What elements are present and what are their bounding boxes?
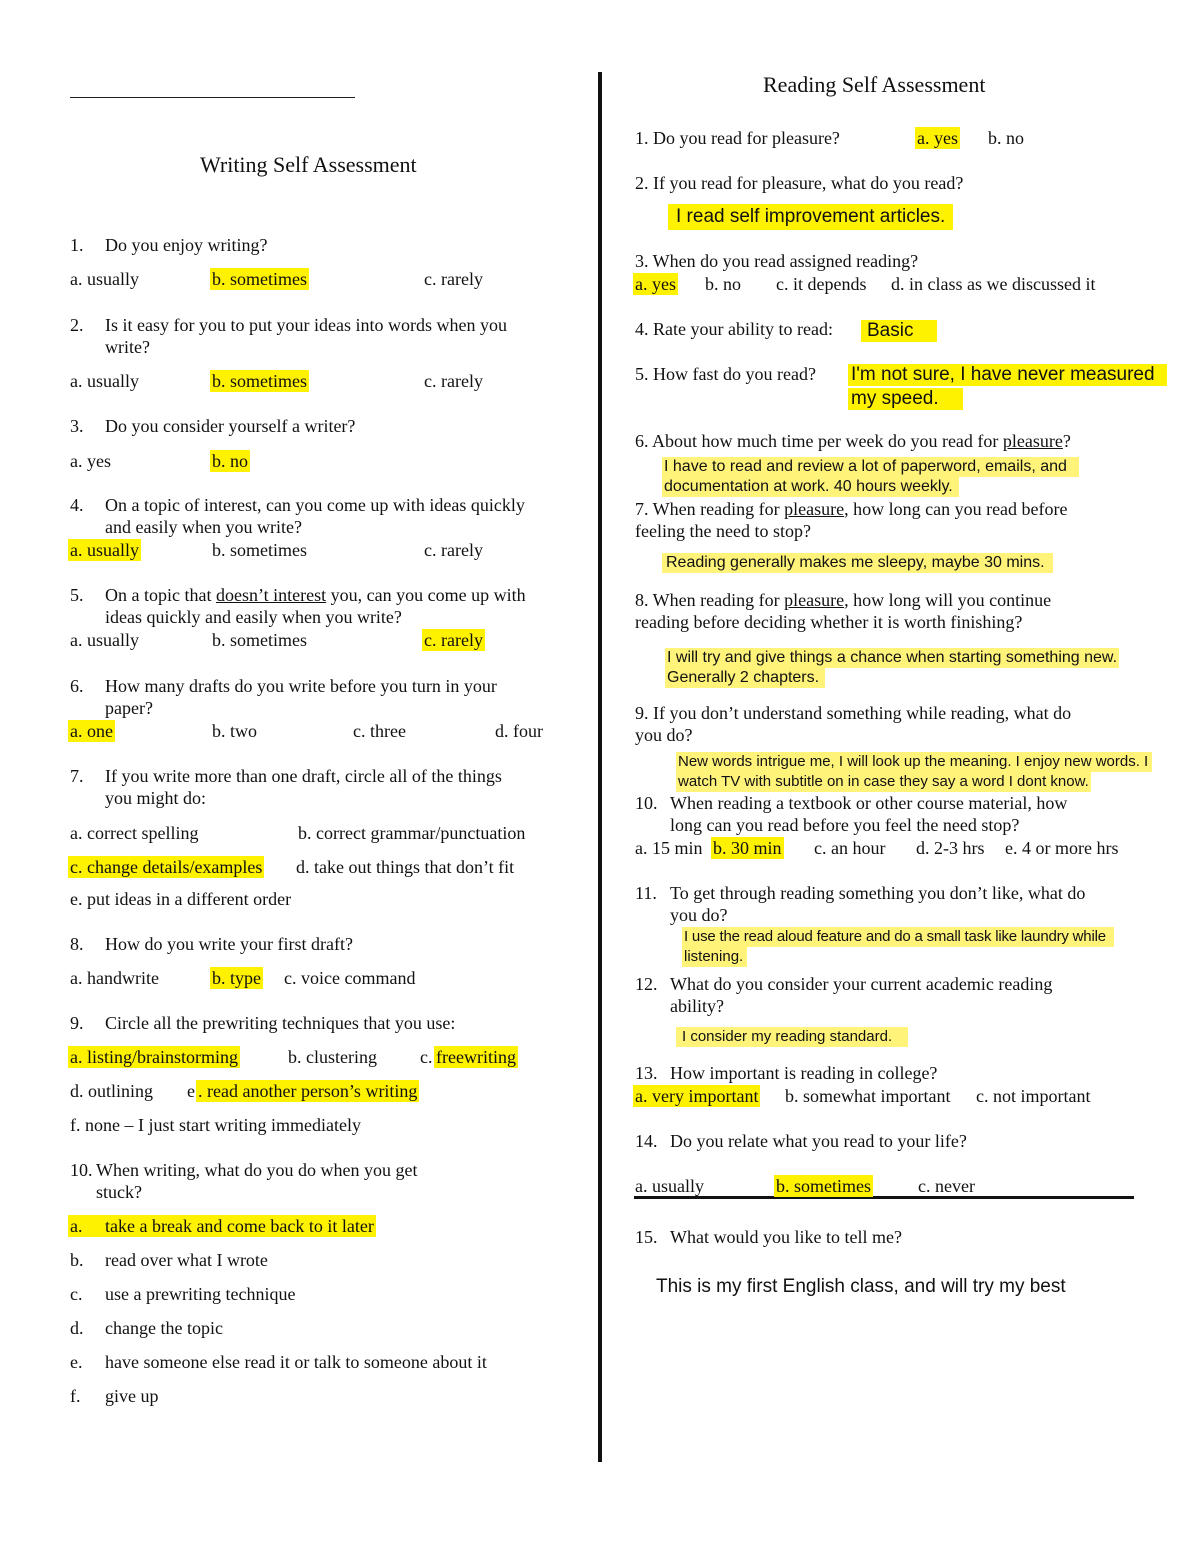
- r-q11-answer-line1: I use the read aloud feature and do a small task like laundry while: [682, 927, 1114, 947]
- w-q6-text2: paper?: [105, 698, 153, 718]
- w-q7-text2: you might do:: [105, 788, 207, 808]
- r-q1-text: 1. Do you read for pleasure?: [635, 128, 840, 148]
- r-q12-text2: ability?: [670, 996, 724, 1016]
- w-q4-num: 4.: [70, 495, 84, 515]
- w-q6-opt-b[interactable]: b. two: [212, 721, 257, 741]
- r-q4-answer: Basic: [861, 320, 937, 342]
- w-q5-text2: ideas quickly and easily when you write?: [105, 607, 402, 627]
- r-q15-answer: This is my first English class, and will try my best: [656, 1276, 1066, 1297]
- r-q11-num: 11.: [635, 883, 657, 903]
- w-q10-num: 10.: [70, 1160, 93, 1180]
- w-q10-opt-e[interactable]: [70, 1351, 487, 1373]
- name-line: [70, 97, 355, 98]
- r-q2-answer: I read self improvement articles.: [668, 204, 953, 230]
- r-q3-opt-a[interactable]: a. yes: [635, 274, 676, 294]
- w-q5-underline: doesn’t interest: [215, 585, 327, 605]
- w-q7-opt-b[interactable]: b. correct grammar/punctuation: [298, 823, 526, 843]
- r-q7-post: , how long can you read before: [844, 499, 1068, 519]
- r-q6-answer-line1: I have to read and review a lot of paperword, emails, and: [662, 457, 1079, 477]
- w-q2-opt-b[interactable]: b. sometimes: [212, 371, 307, 391]
- w-q7-text1: If you write more than one draft, circle all of the things: [105, 766, 502, 786]
- w-q7-opt-d[interactable]: d. take out things that don’t fit: [296, 857, 515, 877]
- r-q11-text2: you do?: [670, 905, 728, 925]
- w-q6-num: 6.: [70, 676, 84, 696]
- r-q9-answer-line2: watch TV with subtitle on in case they say a word I dont know.: [678, 773, 1089, 790]
- w-q4-opt-a[interactable]: a. usually: [70, 540, 139, 560]
- r-q14-opt-b[interactable]: b. sometimes: [776, 1176, 871, 1196]
- w-q2-opt-c[interactable]: c. rarely: [424, 371, 483, 391]
- w-q6-opt-c[interactable]: c. three: [353, 721, 406, 741]
- r-q5-answer-line2: my speed.: [848, 388, 963, 410]
- r-q11-answer-line2: listening.: [682, 947, 747, 967]
- w-q4-text1: On a topic of interest, can you come up with ideas quickly: [105, 495, 525, 515]
- w-q9-opt-d[interactable]: d. outlining: [70, 1081, 154, 1101]
- r-q5-text: 5. How fast do you read?: [635, 364, 816, 384]
- r-q11-text1: To get through reading something you don’t like, what do: [670, 883, 1086, 903]
- w-q6-opt-d[interactable]: d. four: [495, 721, 543, 741]
- r-q8-pre: 8. When reading for: [635, 590, 785, 610]
- w-q8-opt-b[interactable]: b. type: [212, 968, 261, 988]
- r-q8-answer-line1: I will try and give things a chance when starting something new.: [667, 649, 1118, 666]
- w-q8-opt-c[interactable]: c. voice command: [284, 968, 416, 988]
- w-q10-opt-f-letter: f.: [70, 1386, 81, 1406]
- r-q12-num: 12.: [635, 974, 658, 994]
- r-q1-opt-a[interactable]: a. yes: [917, 128, 958, 148]
- r-q6-pre: 6. About how much time per week do you read for: [635, 431, 1003, 451]
- r-q10-text1: When reading a textbook or other course material, how: [670, 793, 1068, 813]
- r-q12-answer: I consider my reading standard.: [676, 1027, 908, 1047]
- w-q5-num: 5.: [70, 585, 84, 605]
- w-q7-opt-e[interactable]: e. put ideas in a different order: [70, 889, 292, 909]
- r-q15-num: 15.: [635, 1227, 658, 1247]
- w-q9-opt-e-letter[interactable]: e: [187, 1081, 195, 1101]
- r-q1-opt-b[interactable]: b. no: [988, 128, 1024, 148]
- w-q2-opt-a[interactable]: a. usually: [70, 371, 139, 391]
- r-q6-text: [635, 430, 1071, 452]
- r-q13-text: How important is reading in college?: [670, 1063, 938, 1083]
- w-q10-opt-c-text: use a prewriting technique: [105, 1284, 296, 1304]
- r-q14-opt-c[interactable]: c. never: [918, 1176, 975, 1196]
- w-q10-opt-b-text: read over what I wrote: [105, 1250, 268, 1270]
- w-q7-num: 7.: [70, 766, 84, 786]
- w-q9-text: Circle all the prewriting techniques that you use:: [105, 1013, 456, 1033]
- w-q1-opt-b[interactable]: b. sometimes: [212, 269, 307, 289]
- column-divider: [598, 72, 602, 1462]
- w-q9-opt-e-text[interactable]: . read another person’s writing: [198, 1081, 418, 1101]
- w-q10-opt-a-text: take a break and come back to it later: [105, 1216, 374, 1236]
- r-q6-answer-line2: documentation at work. 40 hours weekly.: [662, 477, 959, 497]
- r-q9-answer-line1: New words intrigue me, I will look up the meaning. I enjoy new words. I: [676, 752, 1152, 772]
- r-q9-text2: you do?: [635, 725, 693, 745]
- r-q14-opt-a[interactable]: a. usually: [635, 1176, 704, 1196]
- r-q13-opt-b[interactable]: b. somewhat important: [785, 1086, 951, 1106]
- r-q13-num: 13.: [635, 1063, 658, 1083]
- w-q9-opt-c-text[interactable]: freewriting: [436, 1047, 516, 1067]
- w-q7-opt-a[interactable]: a. correct spelling: [70, 823, 199, 843]
- w-q10-opt-b-letter: b.: [70, 1250, 84, 1270]
- w-q9-opt-f[interactable]: f. none – I just start writing immediately: [70, 1115, 361, 1135]
- r-q10-opt-b[interactable]: b. 30 min: [713, 838, 782, 858]
- r-q7-text1: [635, 498, 1068, 520]
- w-q10-opt-f[interactable]: [70, 1385, 159, 1407]
- r-q13-opt-c[interactable]: c. not important: [976, 1086, 1091, 1106]
- w-q10-opt-f-text: give up: [105, 1386, 159, 1406]
- w-q10-opt-d-text: change the topic: [105, 1318, 223, 1338]
- w-q7-opt-c[interactable]: c. change details/examples: [70, 857, 263, 877]
- r-q12-text1: What do you consider your current academic reading: [670, 974, 1053, 994]
- w-q5-opt-c[interactable]: c. rarely: [424, 630, 483, 650]
- r-q10-opt-c[interactable]: c. an hour: [814, 838, 886, 858]
- r-q8-underline: pleasure: [784, 590, 845, 610]
- w-q5-post: you, can you come up with: [326, 585, 526, 605]
- r-q3-opt-d[interactable]: d. in class as we discussed it: [891, 274, 1096, 294]
- w-q4-opt-c[interactable]: c. rarely: [424, 540, 483, 560]
- r-q10-text2: long can you read before you feel the need stop?: [670, 815, 1020, 835]
- w-q3-num: 3.: [70, 416, 84, 436]
- w-q2-num: 2.: [70, 315, 84, 335]
- w-q1-text: Do you enjoy writing?: [105, 235, 268, 255]
- r-q8-post: , how long will you continue: [844, 590, 1052, 610]
- w-q5-opt-b[interactable]: b. sometimes: [212, 630, 307, 650]
- r-q7-pre: 7. When reading for: [635, 499, 785, 519]
- w-q3-opt-a[interactable]: a. yes: [70, 451, 111, 471]
- w-q6-opt-a[interactable]: a. one: [70, 721, 113, 741]
- w-q2-text1: Is it easy for you to put your ideas into words when you: [105, 315, 507, 335]
- w-q1-opt-a[interactable]: a. usually: [70, 269, 139, 289]
- writing-title: Writing Self Assessment: [200, 152, 417, 177]
- r-q4-text: 4. Rate your ability to read:: [635, 319, 833, 339]
- r-q10-opt-d[interactable]: d. 2-3 hrs: [916, 838, 985, 858]
- r-q7-text2: feeling the need to stop?: [635, 521, 811, 541]
- w-q4-text2: and easily when you write?: [105, 517, 302, 537]
- r-q15-text: What would you like to tell me?: [670, 1227, 902, 1247]
- w-q9-num: 9.: [70, 1013, 84, 1033]
- r-q5-answer-line1: I'm not sure, I have never measured: [848, 364, 1167, 386]
- w-q9-opt-a[interactable]: a. listing/brainstorming: [70, 1047, 238, 1067]
- r-q14-text: Do you relate what you read to your life?: [670, 1131, 967, 1151]
- w-q10-opt-d[interactable]: [70, 1317, 223, 1339]
- r-q8-answer-line2: Generally 2 chapters.: [665, 668, 825, 688]
- r-q13-opt-a[interactable]: a. very important: [635, 1086, 759, 1106]
- w-q8-num: 8.: [70, 934, 84, 954]
- w-q10-text1: When writing, what do you do when you get: [96, 1160, 418, 1180]
- r-q10-opt-a[interactable]: a. 15 min: [635, 838, 703, 858]
- w-q10-text2: stuck?: [96, 1182, 142, 1202]
- w-q10-opt-a-letter: a.: [70, 1216, 83, 1236]
- r-q3-opt-b[interactable]: b. no: [705, 274, 741, 294]
- r-q8-text1: [635, 589, 1051, 611]
- q14-rule: [634, 1196, 1134, 1199]
- w-q6-text1: How many drafts do you write before you turn in your: [105, 676, 497, 696]
- w-q9-opt-c-letter[interactable]: c.: [420, 1047, 433, 1067]
- w-q9-opt-b[interactable]: b. clustering: [288, 1047, 377, 1067]
- w-q2-text2: write?: [105, 337, 150, 357]
- r-q6-underline: pleasure: [1002, 431, 1063, 451]
- w-q10-opt-e-letter: e.: [70, 1352, 83, 1372]
- w-q1-opt-c[interactable]: c. rarely: [424, 269, 483, 289]
- r-q14-num: 14.: [635, 1131, 658, 1151]
- r-q8-text2: reading before deciding whether it is worth finishing?: [635, 612, 1023, 632]
- r-q7-answer: Reading generally makes me sleepy, maybe 30 mins.: [662, 553, 1053, 573]
- w-q10-opt-c[interactable]: [70, 1283, 295, 1305]
- w-q8-opt-a[interactable]: a. handwrite: [70, 968, 159, 988]
- w-q10-opt-c-letter: c.: [70, 1284, 83, 1304]
- r-q3-opt-c[interactable]: c. it depends: [776, 274, 867, 294]
- w-q10-opt-a[interactable]: [68, 1215, 376, 1237]
- w-q5-pre: On a topic that: [105, 585, 216, 605]
- r-q3-text: 3. When do you read assigned reading?: [635, 251, 919, 271]
- r-q6-post: ?: [1062, 431, 1071, 451]
- r-q10-num: 10.: [635, 793, 658, 813]
- w-q1-num: 1.: [70, 235, 84, 255]
- r-q10-opt-e[interactable]: e. 4 or more hrs: [1005, 838, 1119, 858]
- w-q3-opt-b[interactable]: b. no: [212, 451, 248, 471]
- w-q10-opt-d-letter: d.: [70, 1318, 84, 1338]
- r-q9-text1: 9. If you don’t understand something while reading, what do: [635, 703, 1072, 723]
- r-q7-underline: pleasure: [784, 499, 845, 519]
- w-q3-text: Do you consider yourself a writer?: [105, 416, 356, 436]
- w-q8-text: How do you write your first draft?: [105, 934, 353, 954]
- reading-title: Reading Self Assessment: [763, 72, 986, 97]
- w-q5-opt-a[interactable]: a. usually: [70, 630, 139, 650]
- w-q10-opt-b[interactable]: [70, 1249, 268, 1271]
- w-q10-opt-e-text: have someone else read it or talk to someone about it: [105, 1352, 487, 1372]
- w-q4-opt-b[interactable]: b. sometimes: [212, 540, 307, 560]
- w-q5-text1: [105, 584, 526, 606]
- r-q2-text: 2. If you read for pleasure, what do you read?: [635, 173, 964, 193]
